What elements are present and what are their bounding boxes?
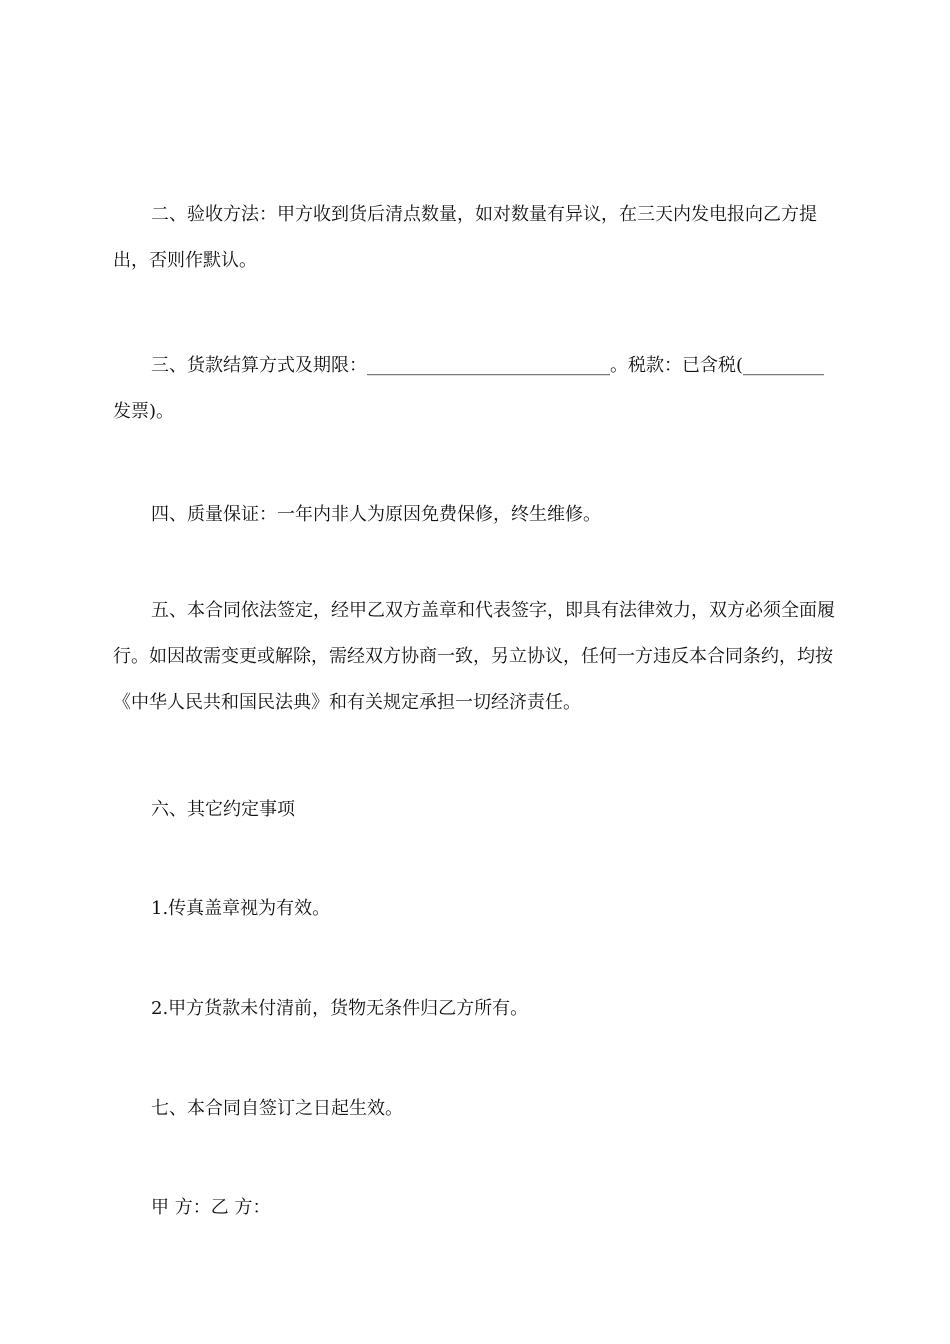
signature-parties-line: 甲 方：乙 方： — [151, 1197, 271, 1218]
clause-5-legal-effect: 五、本合同依法签定，经甲乙双方盖章和代表签字，即具有法律效力，双方必须全面履行。如因故需变更或解除，需经双方协商一致，另立协议，任何一方违反本合同条约，均按《中华人民共和国民法典》和有关规定承担一切经济责任。 — [113, 600, 835, 713]
clause-3-payment-terms: 三、货款结算方式及期限：___________________________。税款：已含税(_________发票)。 — [113, 355, 825, 422]
clause-2-acceptance-method: 二、验收方法：甲方收到货后清点数量，如对数量有异议，在三天内发电报向乙方提出，否则作默认。 — [113, 204, 817, 271]
clause-4-quality-guarantee: 四、质量保证：一年内非人为原因免费保修，终生维修。 — [151, 504, 601, 525]
clause-7-effective-date: 七、本合同自签订之日起生效。 — [151, 1098, 403, 1119]
other-term-1: 1.传真盖章视为有效。 — [151, 898, 331, 919]
other-term-2: 2.甲方货款未付清前，货物无条件归乙方所有。 — [151, 998, 529, 1019]
clause-6-other-terms: 六、其它约定事项 — [151, 799, 295, 820]
